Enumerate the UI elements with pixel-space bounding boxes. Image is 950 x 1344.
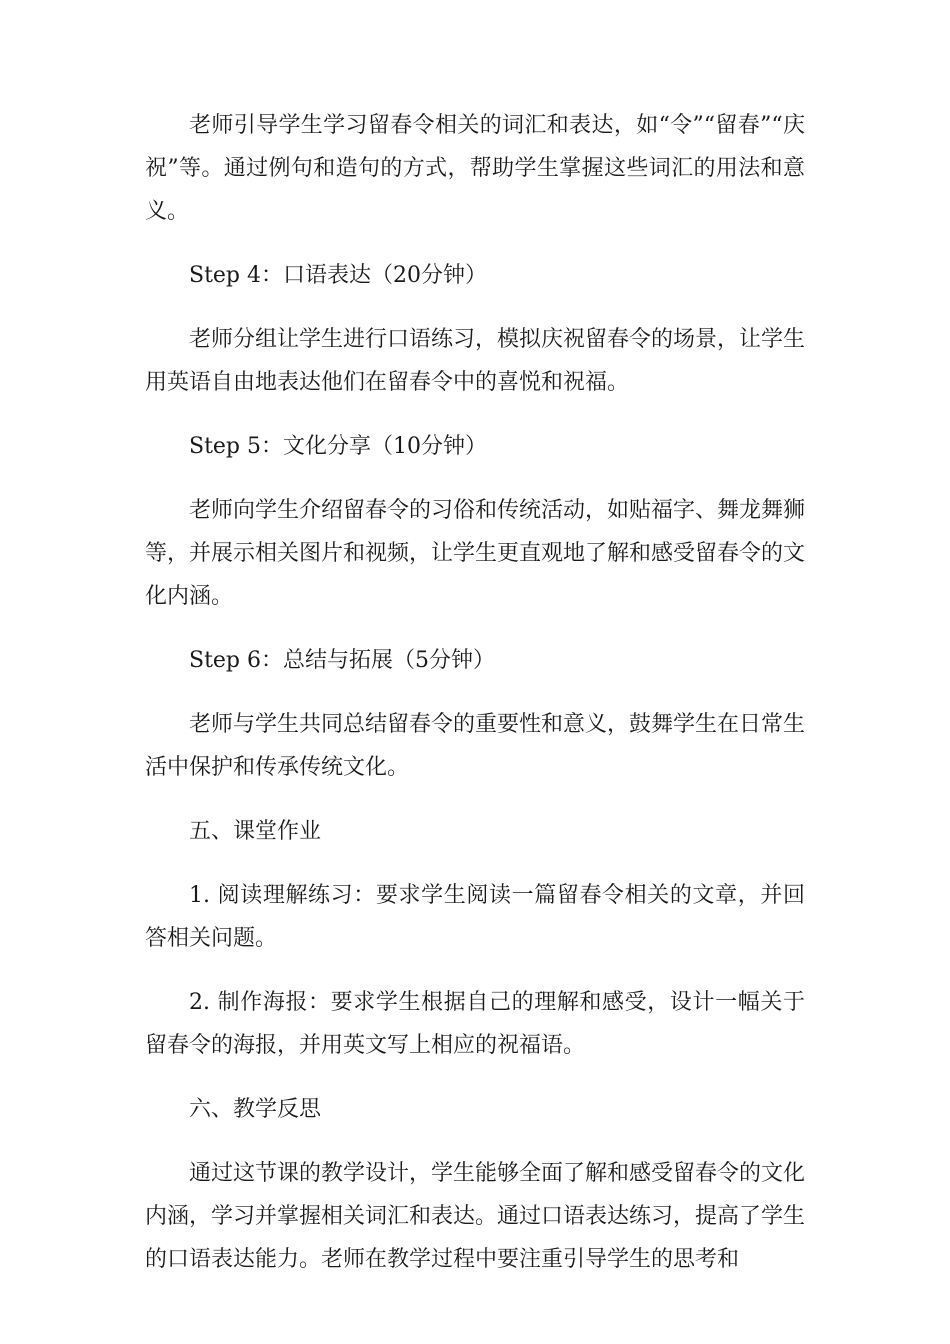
homework-item-1: 1. 阅读理解练习：要求学生阅读一篇留春令相关的文章，并回答相关问题。 [145,883,805,951]
section-reflection-heading: 六、教学反思 [189,1097,322,1122]
step-6-heading: Step 6：总结与拓展（5分钟） [189,648,496,673]
paragraph-vocabulary: 老师引导学生学习留春令相关的词汇和表达，如“令”“留春”“庆祝”等。通过例句和造句的方式，帮助学生掌握这些词汇的用法和意义。 [145,113,805,224]
paragraph-oral-practice: 老师分组让学生进行口语练习，模拟庆祝留春令的场景，让学生用英语自由地表达他们在留春令中的喜悦和祝福。 [145,327,806,395]
paragraph-summary: 老师与学生共同总结留春令的重要性和意义，鼓舞学生在日常生活中保护和传承传统文化。 [145,712,806,780]
step-4-heading: Step 4：口语表达（20分钟） [189,263,487,288]
paragraph-reflection: 通过这节课的教学设计，学生能够全面了解和感受留春令的文化内涵，学习并掌握相关词汇和表达。通过口语表达练习，提高了学生的口语表达能力。老师在教学过程中要注重引导学生的思考和 [145,1161,806,1272]
step-5-heading: Step 5：文化分享（10分钟） [189,434,487,459]
document-body [145,104,805,1281]
section-homework-heading: 五、课堂作业 [189,819,322,844]
homework-item-2: 2. 制作海报：要求学生根据自己的理解和感受，设计一幅关于留春令的海报，并用英文写上相应的祝福语。 [145,990,805,1058]
paragraph-culture-sharing: 老师向学生介绍留春令的习俗和传统活动，如贴福字、舞龙舞狮等，并展示相关图片和视频，让学生更直观地了解和感受留春令的文化内涵。 [145,498,806,609]
